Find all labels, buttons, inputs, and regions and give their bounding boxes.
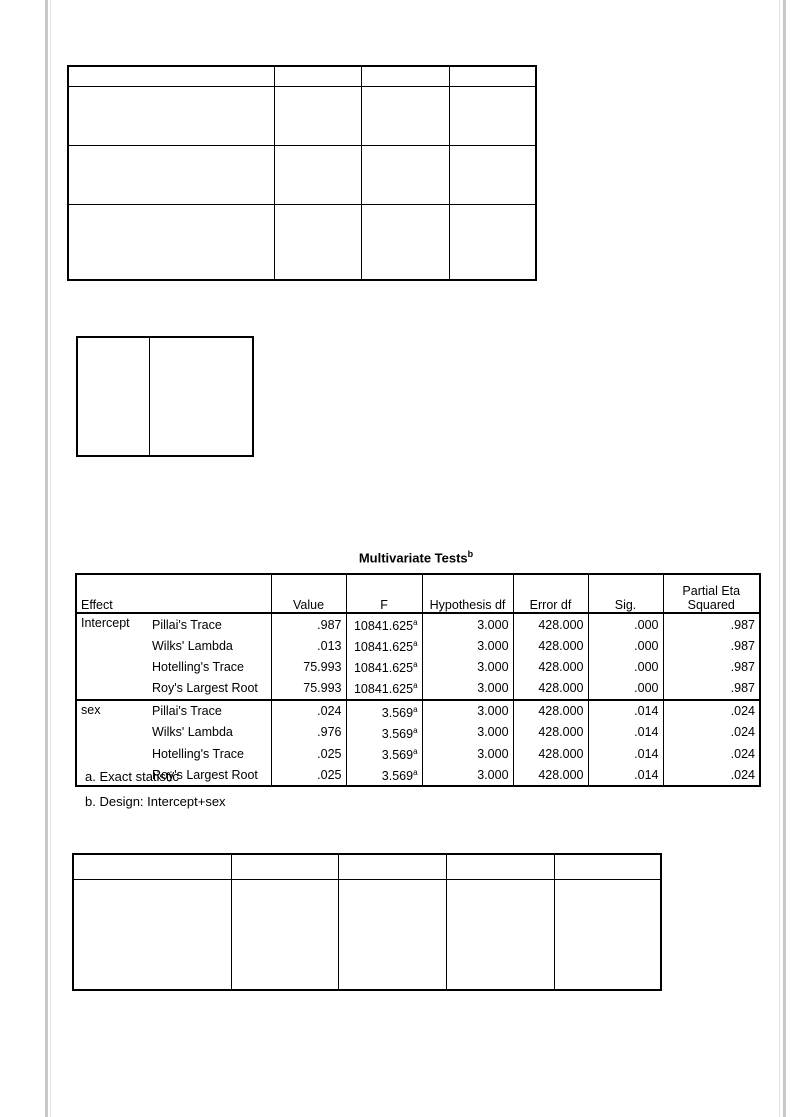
- cell-sig: .014: [588, 700, 663, 722]
- cell-test-name: Wilks' Lambda: [152, 638, 233, 653]
- cell-partial-eta: .024: [663, 700, 760, 722]
- cell-partial-eta: .987: [663, 656, 760, 677]
- table-row: [76, 635, 760, 656]
- cell-test-name: Wilks' Lambda: [152, 725, 233, 740]
- cell-error-df: 428.000: [513, 677, 588, 699]
- header-partial-eta: [663, 574, 760, 613]
- cell-partial-eta: .987: [663, 635, 760, 656]
- cell-test-name: Roy's Largest Root: [152, 681, 258, 696]
- f-value: 10841.625: [353, 661, 414, 676]
- cell-effect: Intercept: [76, 613, 148, 700]
- table-row: [76, 743, 760, 764]
- empty-cell: [361, 86, 449, 145]
- footnote-b: b. Design: Intercept+sex: [85, 794, 226, 809]
- multivariate-tests-title: [0, 549, 812, 565]
- cell-value: .987: [271, 613, 346, 635]
- cell-value: .976: [271, 722, 346, 743]
- empty-cell: [68, 204, 274, 280]
- f-footnote-marker: a: [413, 660, 418, 670]
- cell-error-df: 428.000: [513, 764, 588, 786]
- cell-hypothesis-df: 3.000: [422, 677, 513, 699]
- cell-sig: .014: [588, 764, 663, 786]
- empty-cell: [361, 204, 449, 280]
- empty-cell: [554, 854, 661, 879]
- f-value: 10841.625: [353, 640, 414, 655]
- cell-f: [346, 764, 422, 786]
- cell-hypothesis-df: 3.000: [422, 722, 513, 743]
- header-effect: Effect: [76, 574, 271, 613]
- header-hypothesis-df: Hypothesis df: [422, 574, 513, 613]
- cell-sig: .000: [588, 677, 663, 699]
- empty-cell: [449, 145, 536, 204]
- empty-cell: [338, 879, 446, 990]
- multivariate-tests-table: [75, 573, 761, 787]
- f-value: 3.569: [381, 769, 414, 784]
- cell-error-df: 428.000: [513, 743, 588, 764]
- cell-f: [346, 656, 422, 677]
- f-value: 3.569: [381, 748, 414, 763]
- f-footnote-marker: a: [413, 746, 418, 756]
- f-footnote-marker: a: [413, 768, 418, 778]
- cell-sig: .000: [588, 635, 663, 656]
- empty-cell: [361, 66, 449, 86]
- empty-cell: [73, 879, 231, 990]
- cell-partial-eta: .024: [663, 722, 760, 743]
- cell-value: .024: [271, 700, 346, 722]
- cell-test-name: Hotelling's Trace: [152, 659, 245, 674]
- f-footnote-marker: a: [413, 639, 418, 649]
- cell-test-name: Pillai's Trace: [148, 613, 271, 635]
- f-footnote-marker: a: [413, 704, 418, 714]
- empty-cell: [446, 854, 554, 879]
- cell-test-name: Hotelling's Trace: [152, 746, 245, 761]
- cell-hypothesis-df: 3.000: [422, 613, 513, 635]
- empty-cell: [449, 86, 536, 145]
- cell-value: .025: [271, 764, 346, 786]
- table-row: [76, 677, 760, 699]
- cell-f: [346, 743, 422, 764]
- cell-test-name: Pillai's Trace: [148, 700, 271, 722]
- empty-table-top: [67, 65, 537, 281]
- cell-f: [346, 722, 422, 743]
- f-value: 10841.625: [353, 619, 414, 634]
- empty-cell: [449, 66, 536, 86]
- empty-table-bottom: [72, 853, 662, 991]
- cell-partial-eta: .024: [663, 743, 760, 764]
- empty-cell: [274, 204, 361, 280]
- cell-value: 75.993: [271, 656, 346, 677]
- cell-test-name: Roy's Largest Root: [152, 767, 258, 782]
- header-error-df: Error df: [513, 574, 588, 613]
- cell-error-df: 428.000: [513, 656, 588, 677]
- empty-cell: [68, 86, 274, 145]
- table-body: [76, 613, 760, 786]
- empty-cell: [77, 337, 149, 456]
- cell-effect: sex: [76, 700, 148, 787]
- empty-cell: [554, 879, 661, 990]
- empty-cell: [446, 879, 554, 990]
- cell-hypothesis-df: 3.000: [422, 635, 513, 656]
- cell-value: .013: [271, 635, 346, 656]
- empty-cell: [231, 879, 338, 990]
- cell-partial-eta: .987: [663, 613, 760, 635]
- empty-cell: [449, 204, 536, 280]
- cell-f: [346, 613, 422, 635]
- f-value: 10841.625: [353, 682, 414, 697]
- header-partial-eta-line1: Partial Eta: [682, 584, 741, 598]
- empty-cell: [274, 145, 361, 204]
- empty-cell: [68, 66, 274, 86]
- cell-error-df: 428.000: [513, 722, 588, 743]
- f-footnote-marker: a: [413, 618, 418, 627]
- cell-sig: .000: [588, 613, 663, 635]
- cell-error-df: 428.000: [513, 700, 588, 722]
- header-value: Value: [271, 574, 346, 613]
- cell-f: [346, 677, 422, 699]
- footnote-a: a. Exact statistic: [85, 769, 179, 784]
- cell-error-df: 428.000: [513, 635, 588, 656]
- title-text: Multivariate Tests: [358, 550, 468, 566]
- cell-partial-eta: .987: [663, 677, 760, 699]
- header-f: F: [346, 574, 422, 613]
- empty-cell: [73, 854, 231, 879]
- cell-value: .025: [271, 743, 346, 764]
- table-header-row: [76, 574, 760, 613]
- table-row: [76, 613, 760, 635]
- cell-hypothesis-df: 3.000: [422, 764, 513, 786]
- cell-f: [346, 700, 422, 722]
- cell-error-df: 428.000: [513, 613, 588, 635]
- empty-cell: [68, 145, 274, 204]
- cell-partial-eta: .024: [663, 764, 760, 786]
- cell-hypothesis-df: 3.000: [422, 743, 513, 764]
- f-footnote-marker: a: [413, 681, 418, 691]
- cell-value: 75.993: [271, 677, 346, 699]
- empty-cell: [274, 86, 361, 145]
- title-footnote-marker: b: [467, 549, 474, 559]
- header-partial-eta-line2: Squared: [687, 598, 735, 612]
- header-sig: Sig.: [588, 574, 663, 613]
- f-value: 3.569: [381, 726, 414, 741]
- f-value: 3.569: [381, 705, 414, 720]
- cell-sig: .000: [588, 656, 663, 677]
- empty-table-small: [76, 336, 254, 457]
- table-row: [76, 656, 760, 677]
- cell-f: [346, 635, 422, 656]
- empty-cell: [149, 337, 253, 456]
- cell-sig: .014: [588, 722, 663, 743]
- empty-cell: [274, 66, 361, 86]
- empty-cell: [338, 854, 446, 879]
- f-footnote-marker: a: [413, 725, 418, 735]
- empty-cell: [361, 145, 449, 204]
- cell-sig: .014: [588, 743, 663, 764]
- table-row: [76, 700, 760, 722]
- cell-hypothesis-df: 3.000: [422, 700, 513, 722]
- table-row: [76, 722, 760, 743]
- cell-hypothesis-df: 3.000: [422, 656, 513, 677]
- empty-cell: [231, 854, 338, 879]
